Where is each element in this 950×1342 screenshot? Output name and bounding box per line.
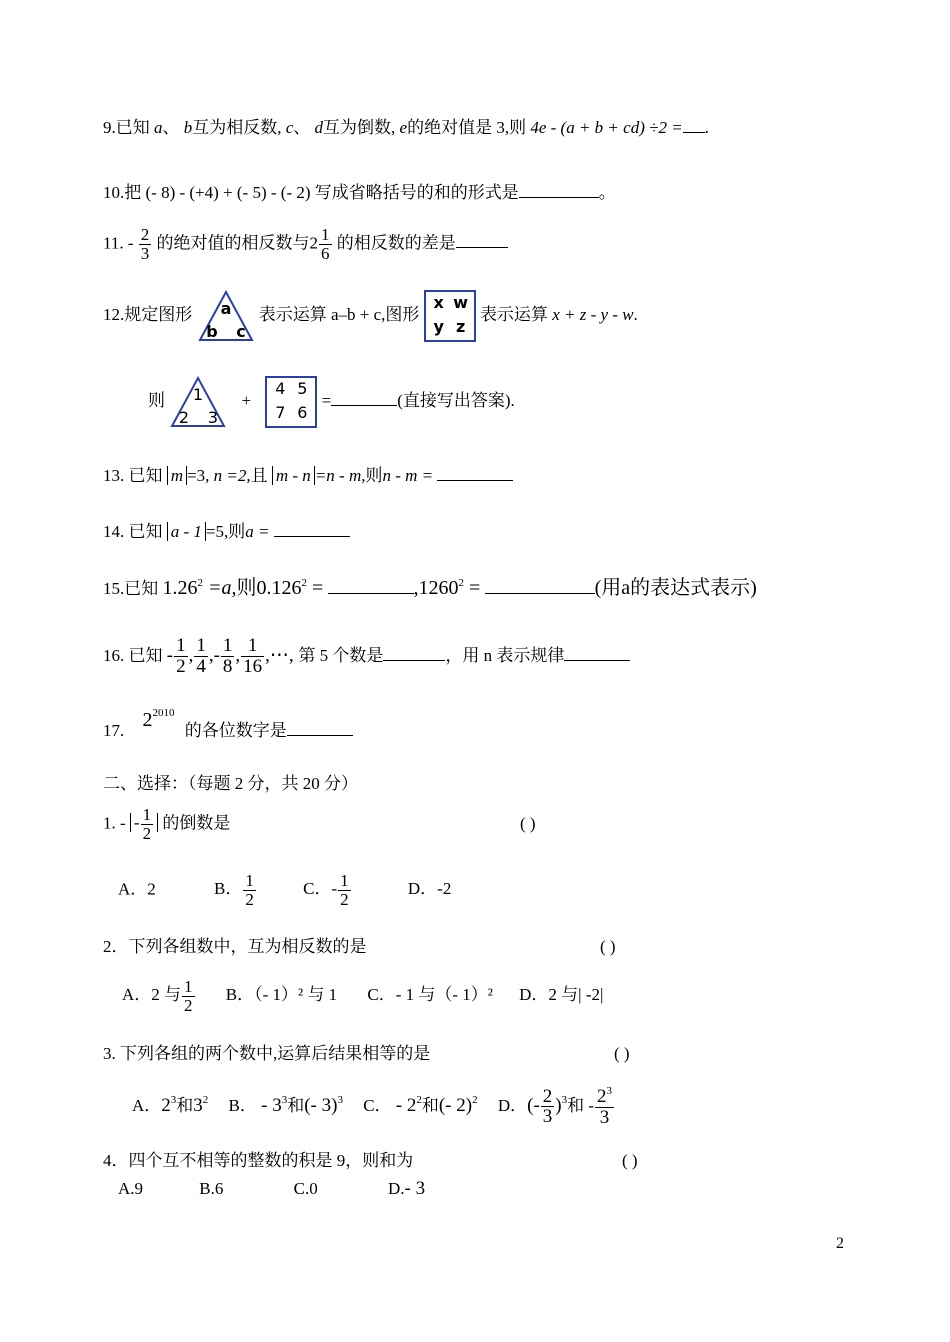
option-d: D．-2 xyxy=(407,879,452,899)
choice-3-options xyxy=(132,1086,615,1128)
svg-text:c: c xyxy=(235,322,246,341)
section-2-title: 二、选择：（每题 2 分，共 20 分） xyxy=(103,774,358,793)
question-12-then: 则 1 2 3 + 4 5 7 6 = (直接写出答案). xyxy=(148,376,515,428)
answer-blank xyxy=(683,131,705,133)
option-c: C．- $\frac{1}{2}$ xyxy=(303,871,349,909)
svg-text:2: 2 xyxy=(179,408,190,427)
svg-text:1: 1 xyxy=(193,385,204,404)
option-a: A．2 xyxy=(118,879,156,899)
answer-paren: ( ) xyxy=(520,814,536,833)
question-14: 14. 已知 a - 1 =5,则a = xyxy=(103,522,350,542)
question-10: 10.把 (- 8) - (+4) + (- 5) - (- 2) 写成省略括号的和的形式是 。 xyxy=(103,183,616,202)
question-16: 16. 已知 - $\frac{1}{2}$ , $\frac{1}{4}$ ,- $\frac{1}{8}$ , $\frac{1}{16}$ ,⋯, 第 5 个数是 ，用 n 表示规律 xyxy=(103,636,630,677)
question-15: 15.已知 1.26$^2$ =a,则0.126$^2$ = ,1260$^2$ = (用a的表达式表示) xyxy=(103,577,757,599)
triangle-figure-abc xyxy=(197,290,255,342)
fraction: $\frac{1}{2}$ xyxy=(184,977,193,1015)
fraction: $\frac{2}{3}$ xyxy=(140,225,150,263)
fraction: $\frac{1}{2}$ xyxy=(176,635,186,677)
question-9: 9.已知 a、 b互为相反数, c、 d互为倒数, e的绝对值是 3,则 4e - (a + b + cd) ÷2 = . xyxy=(103,118,709,137)
fraction: $\frac{1}{4}$ xyxy=(196,635,206,677)
answer-blank xyxy=(485,592,595,594)
question-17: 17. $2^{2010}$ 的各位数字是 xyxy=(103,718,353,742)
answer-blank xyxy=(287,734,353,736)
option-b: B． - $3^3$和(- 3)$^3$ xyxy=(228,1093,343,1116)
answer-paren: ( ) xyxy=(600,937,616,956)
choice-2-options xyxy=(122,978,603,1015)
answer-blank xyxy=(437,479,513,481)
choice-question-1: 1. - - $\frac{1}{2}$ 的倒数是 xyxy=(103,805,231,843)
option-b: B． $\frac{1}{2}$ xyxy=(214,871,254,909)
fraction: $\frac{1}{6}$ xyxy=(321,225,330,263)
answer-paren: ( ) xyxy=(622,1151,638,1170)
svg-text:3: 3 xyxy=(208,408,219,427)
option-d: D．(- $\frac{2}{3}$ )$^3$和 - $\frac{2^3}{3}$ xyxy=(497,1085,613,1128)
answer-blank xyxy=(564,659,630,661)
option-a: A.9 xyxy=(118,1179,144,1198)
answer-blank xyxy=(456,246,508,248)
question-12: 12.规定图形 a b c 表示运算 a–b + c,图形 x w y z 表示运算 x + z - y - w. xyxy=(103,290,638,342)
choice-question-4: 4．四个互不相等的整数的积是 9，则和为 xyxy=(103,1151,414,1170)
choice-1-options xyxy=(118,872,451,909)
square-figure-xwyz: x w y z xyxy=(424,290,476,342)
answer-blank xyxy=(274,535,350,537)
fraction: $\frac{2}{3}$ xyxy=(542,1085,553,1128)
triangle-figure-123 xyxy=(169,376,227,428)
answer-blank xyxy=(331,404,397,406)
q9-expression: 4e - (a + b + cd) ÷2 = xyxy=(530,118,683,137)
option-c: C． - $2^2$和(- 2)$^2$ xyxy=(363,1093,478,1116)
answer-blank xyxy=(519,196,599,198)
option-d: D.- 3 xyxy=(387,1178,426,1199)
option-a: A．$2^3$和$3^2$ xyxy=(132,1093,209,1116)
answer-blank xyxy=(383,659,445,661)
fraction: $\frac{1}{16}$ xyxy=(243,635,263,677)
square-figure-4576: 4 5 7 6 xyxy=(265,376,317,428)
option-b: B.6 xyxy=(199,1179,224,1198)
page-number: 2 xyxy=(836,1235,844,1252)
svg-text:a: a xyxy=(220,299,231,318)
fraction: $\frac{1}{8}$ xyxy=(222,635,233,677)
fraction: $\frac{1}{2}$ xyxy=(142,805,152,843)
svg-text:b: b xyxy=(205,322,218,341)
option-a: A．2 与 $\frac{1}{2}$ xyxy=(122,977,193,1015)
fraction: $\frac{1}{2}$ xyxy=(245,871,254,909)
choice-4-options xyxy=(118,1178,425,1201)
question-13: 13. 已知 m =3, n =2,且 m - n =n - m,则n - m = xyxy=(103,466,513,486)
answer-paren: ( ) xyxy=(614,1044,630,1063)
choice-question-3: 3. 下列各组的两个数中,运算后结果相等的是 xyxy=(103,1044,431,1063)
option-c: C.0 xyxy=(293,1179,318,1198)
option-d: D．2 与| -2| xyxy=(519,985,604,1005)
option-b: B．（- 1）² 与 1 xyxy=(225,985,338,1005)
answer-blank xyxy=(328,592,414,594)
option-c: C．- 1 与（- 1）² xyxy=(367,985,493,1005)
question-11: 11. - $\frac{2}{3}$ 的绝对值的相反数与2 $\frac{1}{6}$ 的相反数的差是 xyxy=(103,226,508,263)
fraction: $\frac{1}{2}$ xyxy=(340,871,349,909)
choice-question-2: 2．下列各组数中，互为相反数的是 xyxy=(103,937,367,956)
fraction: $\frac{2^3}{3}$ xyxy=(597,1085,613,1128)
